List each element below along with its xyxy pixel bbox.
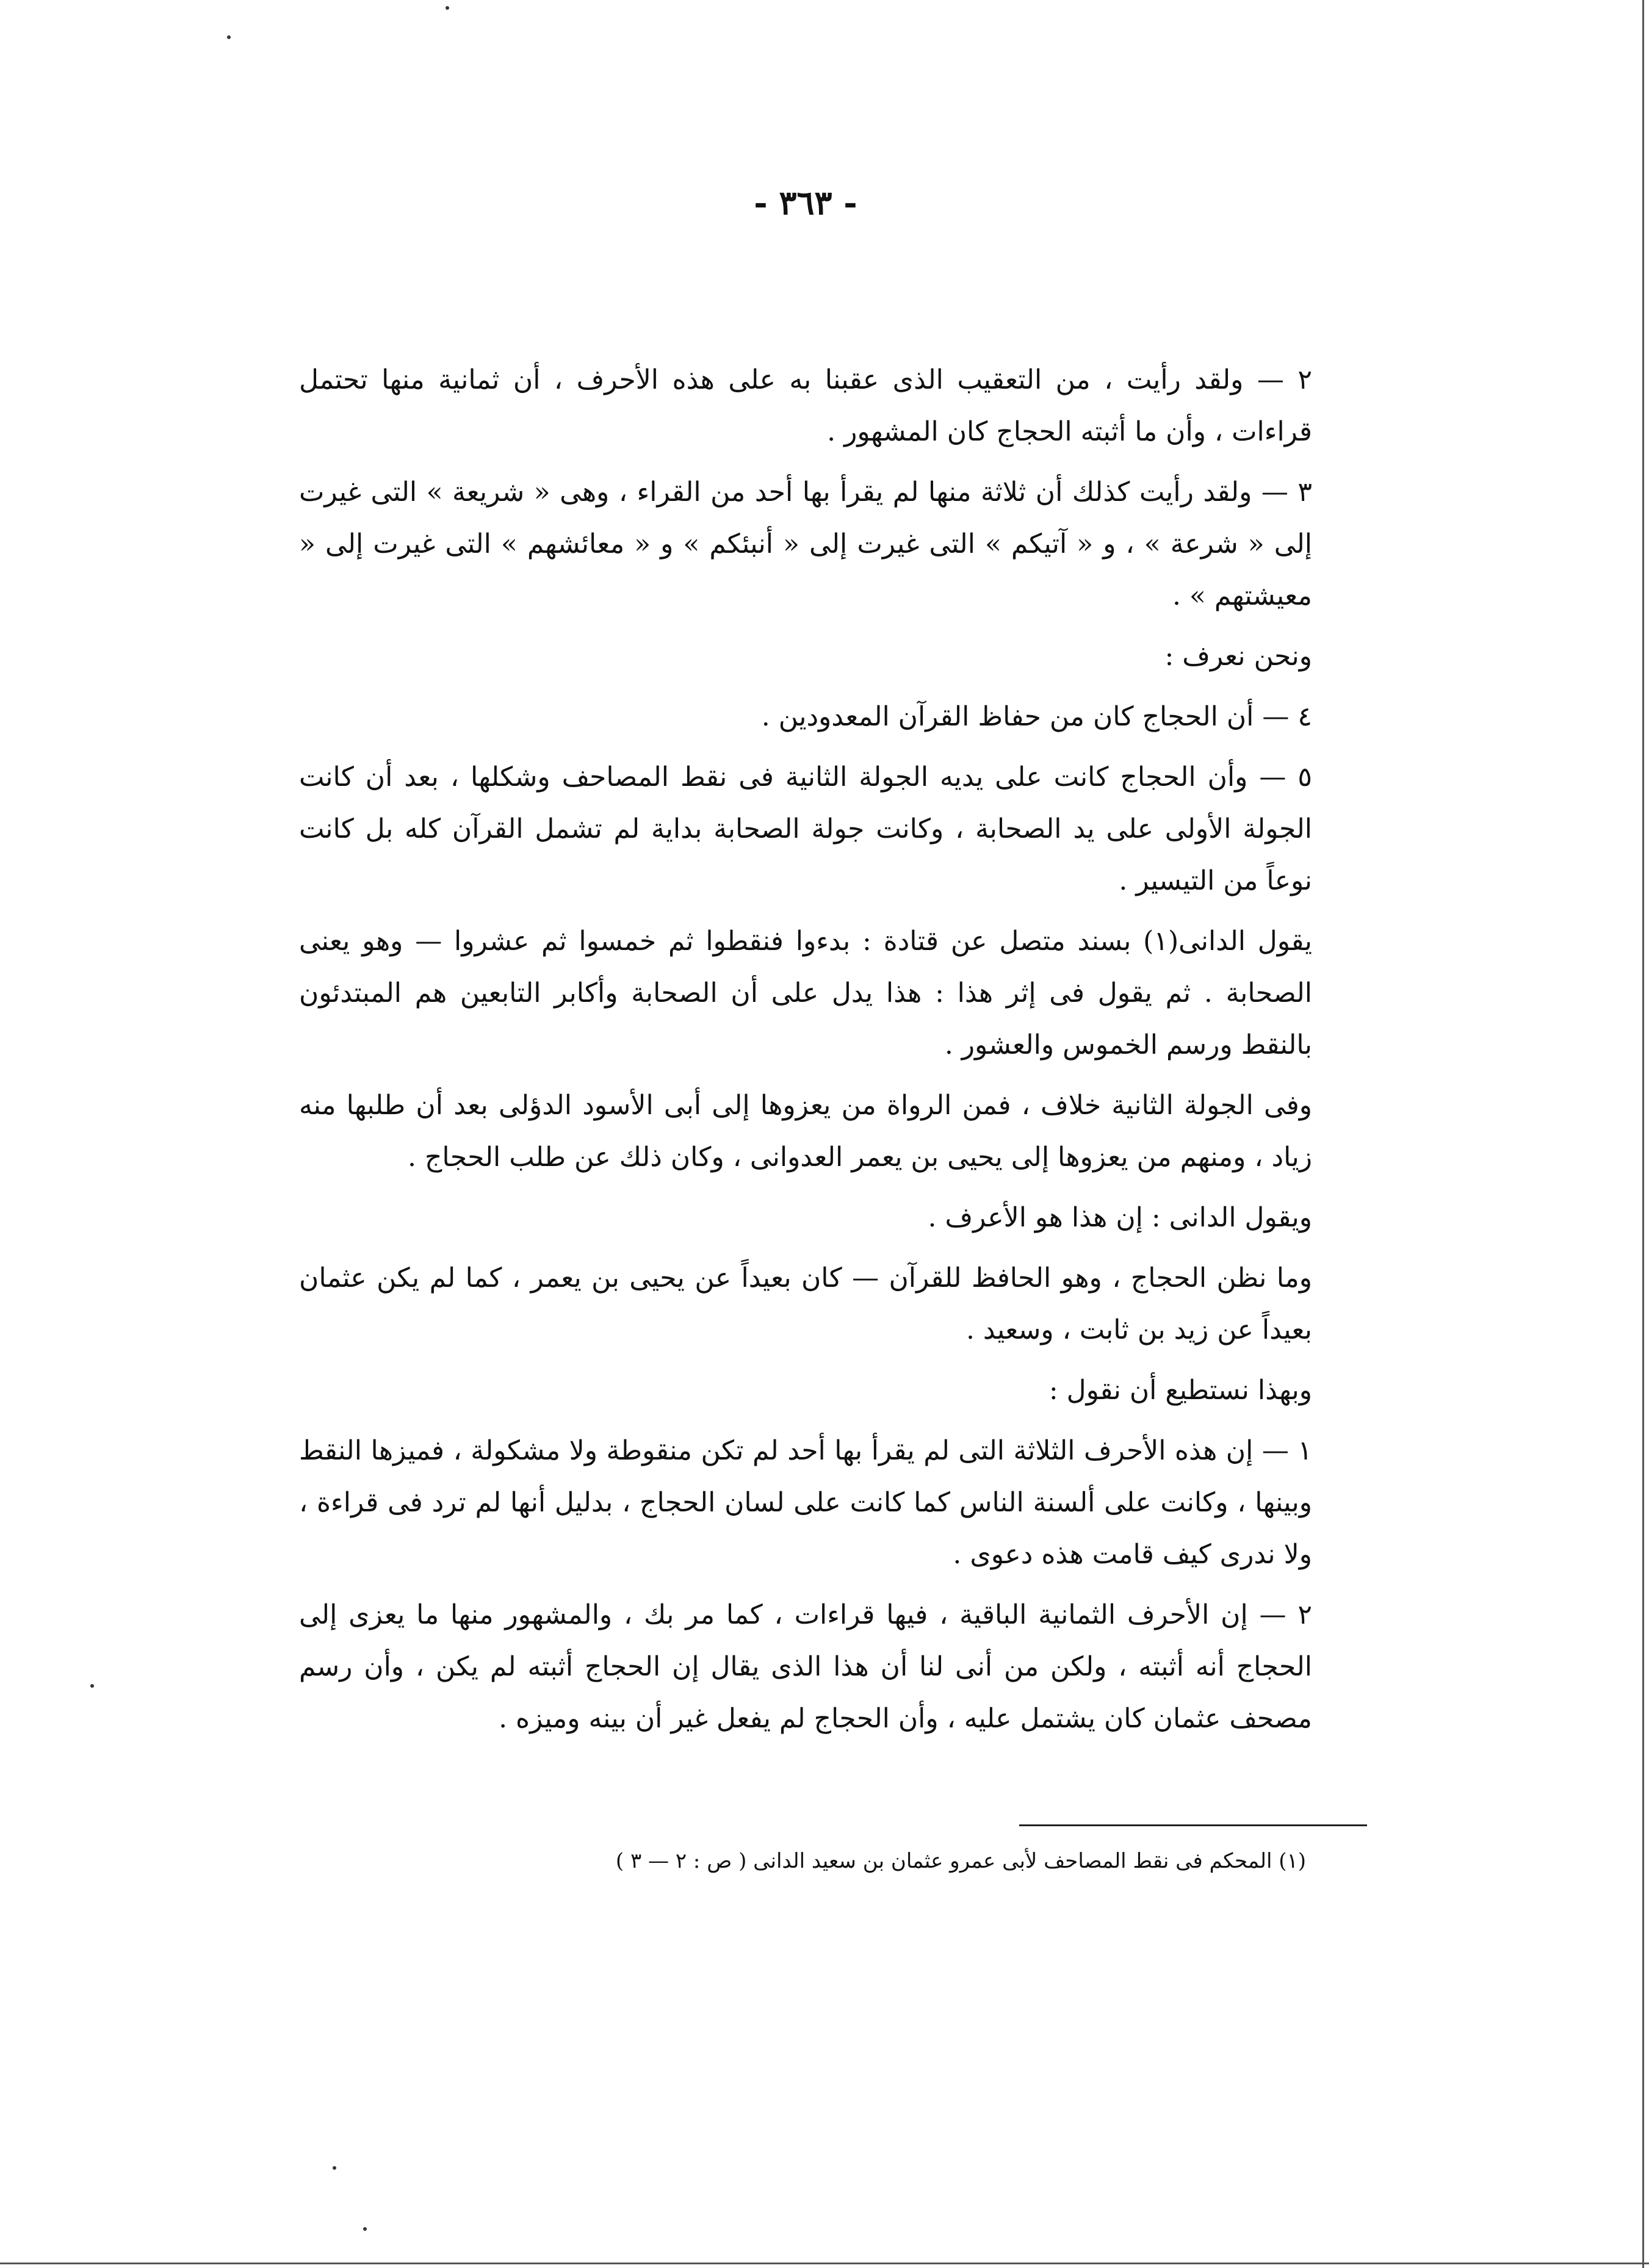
footnote: (١) المحكم فى نقط المصاحف لأبى عمرو عثمان بن سعيد الدانى ( ص : ٢ — ٣ ) [615, 1849, 1306, 1873]
footnote-divider [1019, 1824, 1367, 1826]
scan-speck [363, 2227, 367, 2231]
scan-edge-bottom [0, 2263, 1649, 2264]
paragraph: وفى الجولة الثانية خلاف ، فمن الرواة من يعزوها إلى أبى الأسود الدؤلى بعد أن طلبها منه زياد ، ومنهم من يعزوها إلى يحيى بن يعمر العدوانى ، وكان ذلك عن طلب الحجاج . [299, 1090, 1312, 1173]
scan-edge-right [1642, 0, 1644, 2268]
scan-speck [90, 1684, 94, 1688]
paragraph: ونحن نعرف : [1164, 641, 1312, 672]
paragraph: ٥ — وأن الحجاج كانت على يديه الجولة الثانية فى نقط المصاحف وشكلها ، بعد أن كانت الجولة الأولى على يد الصحابة ، وكانت جولة الصحابة بداية لم تشمل القرآن كله بل كانت نوعاً من التيسير . [299, 761, 1313, 896]
page-number: - ٣٦٣ - [754, 183, 857, 222]
paragraph: وبهذا نستطيع أن نقول : [1048, 1375, 1312, 1406]
paragraph: ٤ — أن الحجاج كان من حفاظ القرآن المعدودين . [761, 701, 1312, 732]
main-text [299, 354, 1355, 1753]
paragraph: ٢ — ولقد رأيت ، من التعقيب الذى عقبنا به على هذه الأحرف ، أن ثمانية منها تحتمل قراءات ، وأن ما أثبته الحجاج كان المشهور . [299, 364, 1312, 447]
scan-speck [333, 2166, 336, 2170]
paragraph: ويقول الدانى : إن هذا هو الأعرف . [928, 1202, 1312, 1233]
paragraph: وما نظن الحجاج ، وهو الحافظ للقرآن — كان بعيداً عن يحيى بن يعمر ، كما لم يكن عثمان بعيداً عن زيد بن ثابت ، وسعيد . [299, 1262, 1313, 1345]
paragraph: ٢ — إن الأحرف الثمانية الباقية ، فيها قراءات ، كما مر بك ، والمشهور منها ما يعزى إلى الحجاج أنه أثبته ، ولكن من أنى لنا أن هذا الذى يقال إن الحجاج أثبته لم يكن ، وأن رسم مصحف عثمان كان يشتمل عليه ، وأن الحجاج لم يفعل غير أن بينه وميزه . [299, 1599, 1312, 1734]
scan-speck [446, 6, 449, 10]
scan-speck [227, 35, 231, 39]
paragraph: ١ — إن هذه الأحرف الثلاثة التى لم يقرأ بها أحد لم تكن منقوطة ولا مشكولة ، فميزها النقط وبينها ، وكانت على ألسنة الناس كما كانت على لسان الحجاج ، بدليل أنها لم ترد فى قراءة ، ولا ندرى كيف قامت هذه دعوى . [299, 1435, 1312, 1570]
paragraph: ٣ — ولقد رأيت كذلك أن ثلاثة منها لم يقرأ بها أحد من القراء ، وهى « شريعة » التى غيرت إلى « شرعة » ، و « آتيكم » التى غيرت إلى « أنبئكم » و « معائشهم » التى غيرت إلى « معيشتهم » . [299, 477, 1313, 611]
paragraph: يقول الدانى(١) بسند متصل عن قتادة : بدءوا فنقطوا ثم خمسوا ثم عشروا — وهو يعنى الصحابة . ثم يقول فى إثر هذا : هذا يدل على أن الصحابة وأكابر التابعين هم المبتدئون بالنقط ورسم الخموس والعشور . [299, 926, 1312, 1060]
